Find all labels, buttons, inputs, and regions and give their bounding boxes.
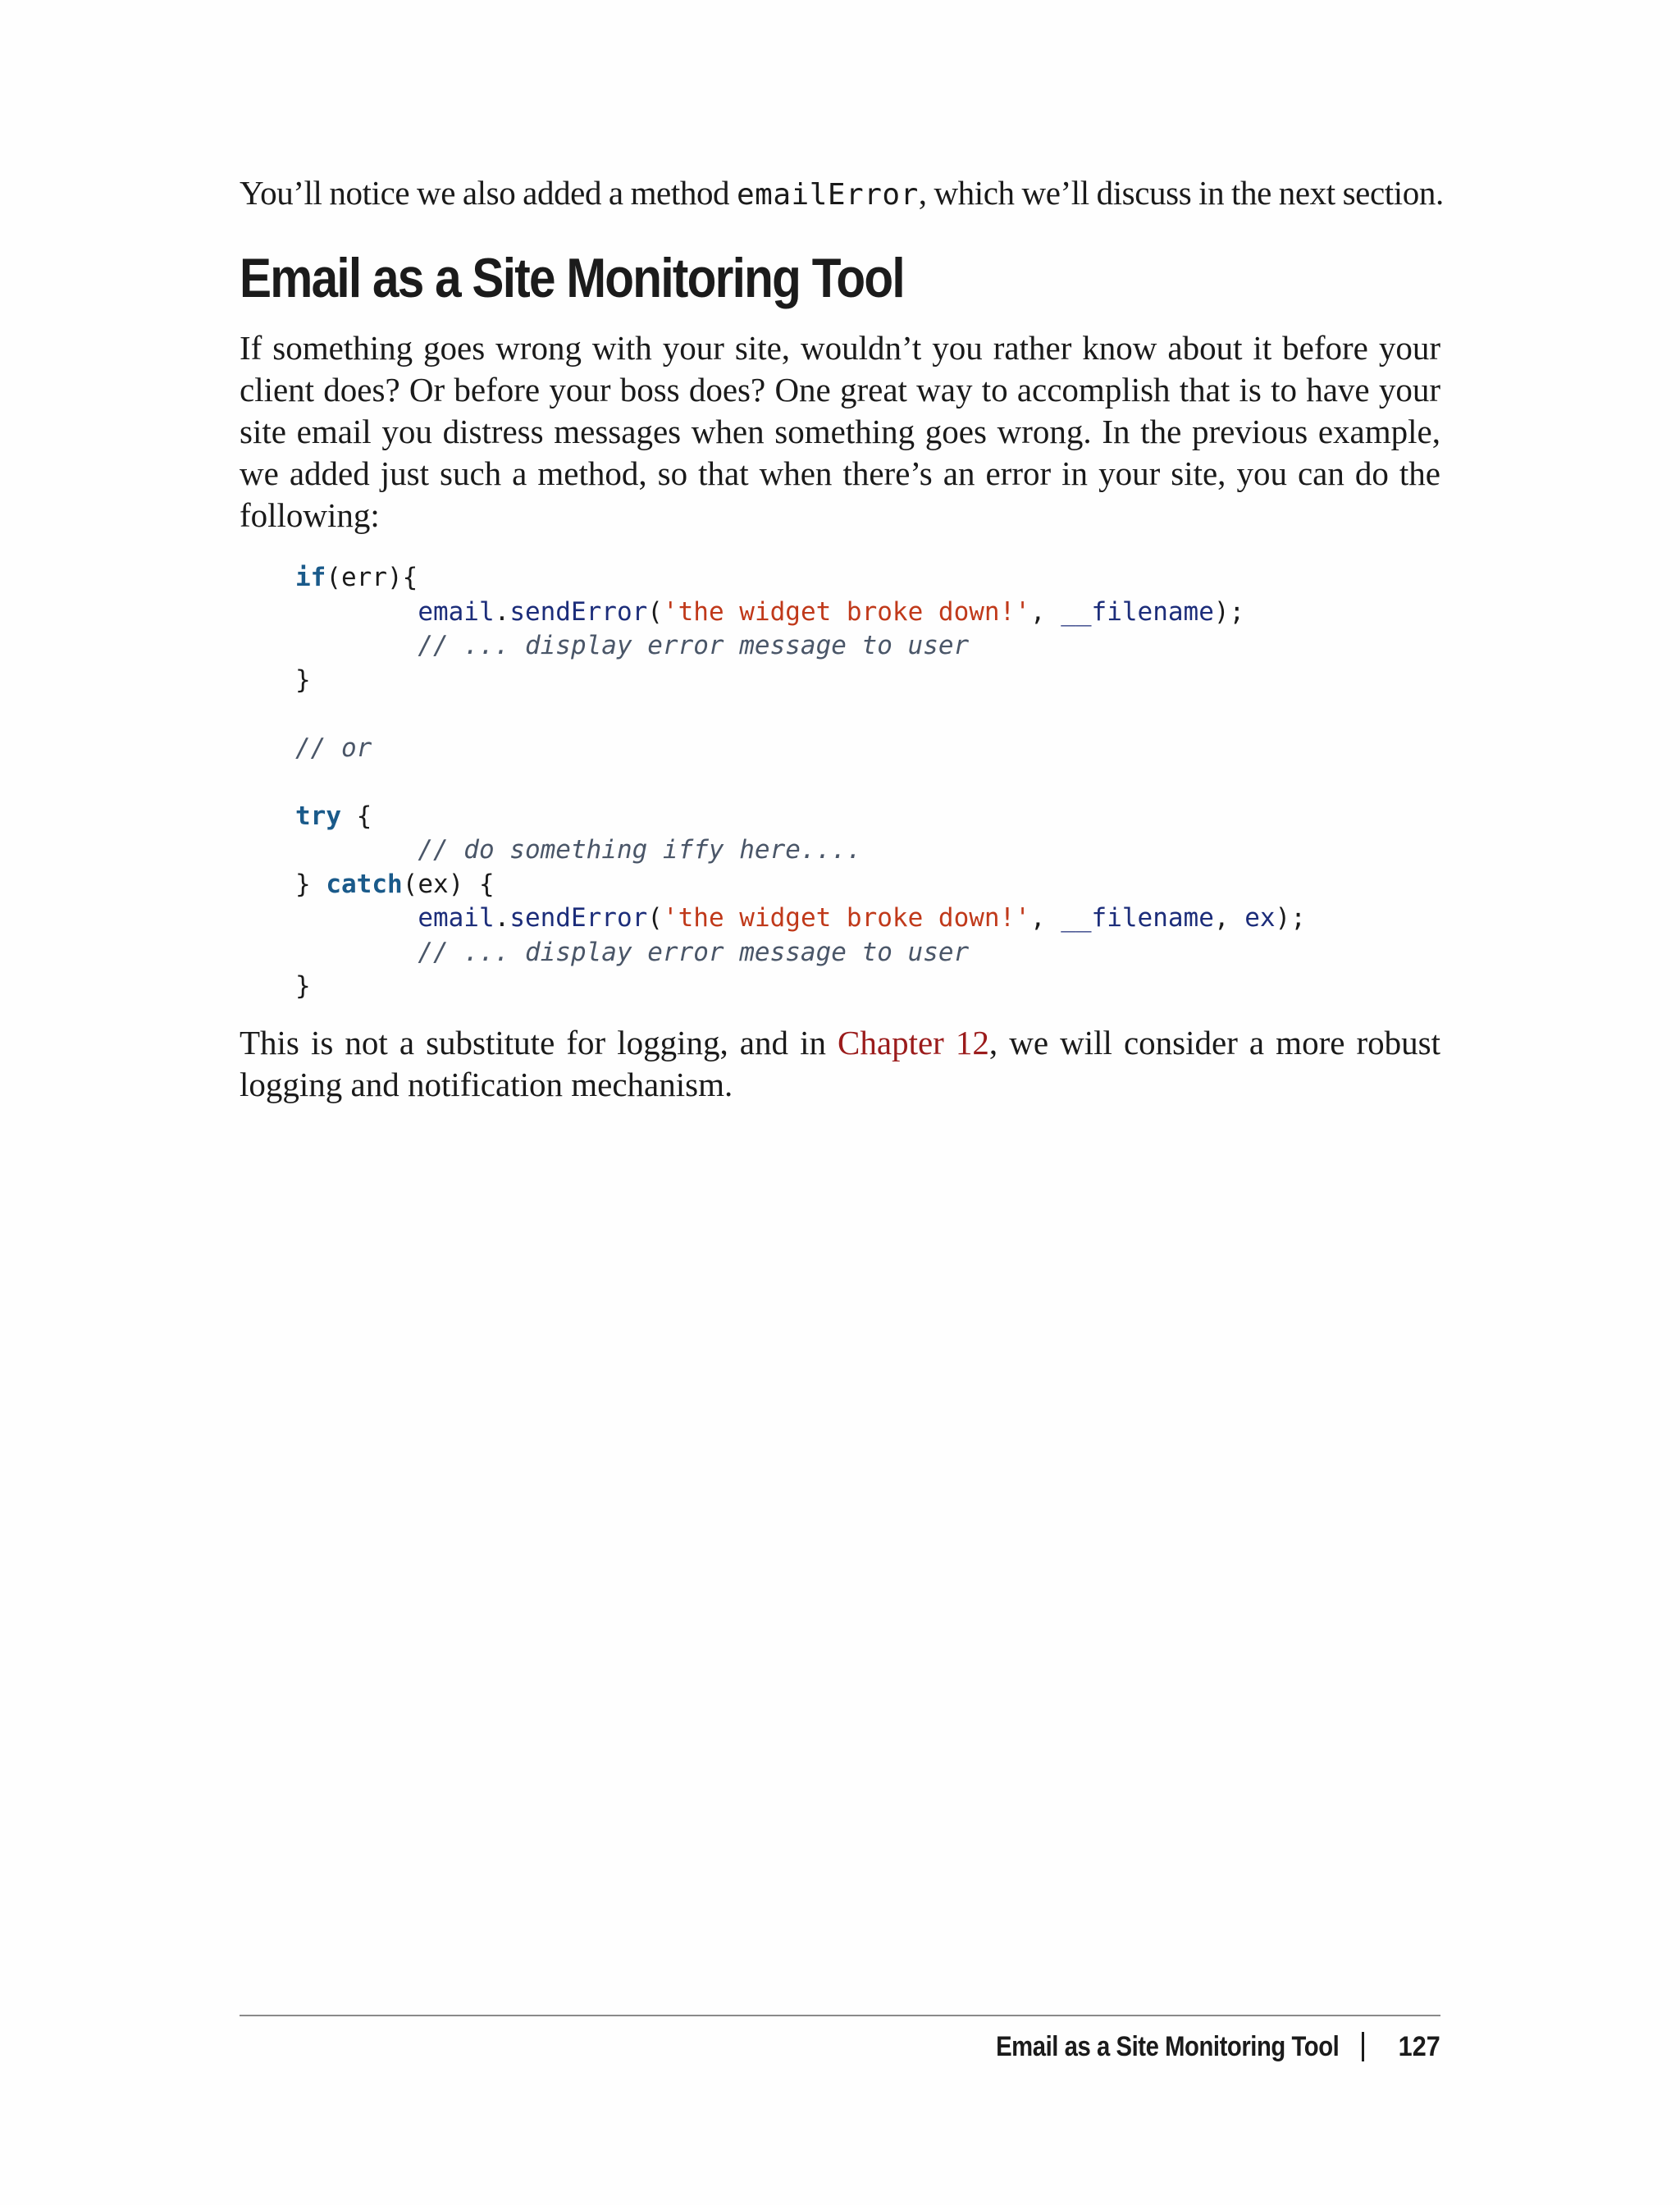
code-text: ( [647,596,663,627]
closing-line [240,1022,1440,1064]
body-paragraph [240,327,1440,536]
code-variable: __filename [1061,596,1214,627]
code-text: ); [1213,596,1245,627]
code-string: 'the widget broke down!' [662,596,1030,627]
page-number: 127 [1398,2031,1440,2062]
footer-separator [1362,2032,1364,2061]
closing-text: , we will consider a more robust [988,1023,1440,1061]
closing-paragraph [240,1022,1440,1106]
code-keyword-if: if [295,563,326,592]
code-keyword-try: try [295,801,341,831]
code-keyword-catch: catch [326,869,403,899]
footer-divider [240,2015,1440,2016]
closing-line: logging and notification mechanism. [240,1065,733,1103]
code-text: , [1029,903,1061,933]
code-text: } [295,869,326,899]
code-text: . [494,596,510,627]
page-footer [940,2026,1440,2067]
body-line: If something goes wrong with your site, wouldn’t you rather know about it before your [240,329,1440,367]
code-variable: __filename [1061,903,1214,933]
code-identifier: email [418,596,495,627]
code-function: sendError [509,596,648,627]
code-block [295,561,1440,1004]
inline-code-emailError: emailError [737,178,919,212]
code-text: } [295,664,311,695]
code-comment: // or [295,733,372,763]
closing-text: This is not a substitute for logging, and in [240,1023,838,1061]
code-string: 'the widget broke down!' [662,903,1030,933]
code-function: sendError [509,903,648,933]
code-variable: ex [1244,903,1276,933]
code-text: ( [647,903,663,933]
page-content [240,172,1444,1106]
body-line: client does? Or before your boss does? One great way to accomplish that is to have your [240,371,1440,409]
code-comment: // ... display error message to user [418,937,970,967]
code-text: , [1213,903,1245,933]
code-text: . [494,903,510,933]
code-text: { [341,801,372,831]
footer-section-title: Email as a Site Monitoring Tool [995,2031,1340,2062]
body-line: site email you distress messages when something goes wrong. In the previous example, [240,413,1440,450]
section-heading: Email as a Site Monitoring Tool [240,247,904,309]
code-text: , [1029,596,1061,627]
code-text: ); [1275,903,1306,933]
intro-text-before: You’ll notice we also added a method [240,174,737,212]
intro-text-after: , which we’ll discuss in the next section. [918,174,1444,212]
intro-paragraph [240,172,1444,216]
code-comment: // ... display error message to user [418,631,970,660]
code-text: (ex) { [402,869,495,899]
code-comment: // do something iffy here.... [418,835,862,865]
chapter-12-link[interactable]: Chapter 12 [838,1023,989,1061]
body-line: following: [240,496,380,534]
code-identifier: email [418,903,495,933]
code-text: } [295,971,311,1001]
code-text: (err){ [326,563,418,592]
body-line: we added just such a method, so that when there’s an error in your site, you can do the [240,454,1440,492]
